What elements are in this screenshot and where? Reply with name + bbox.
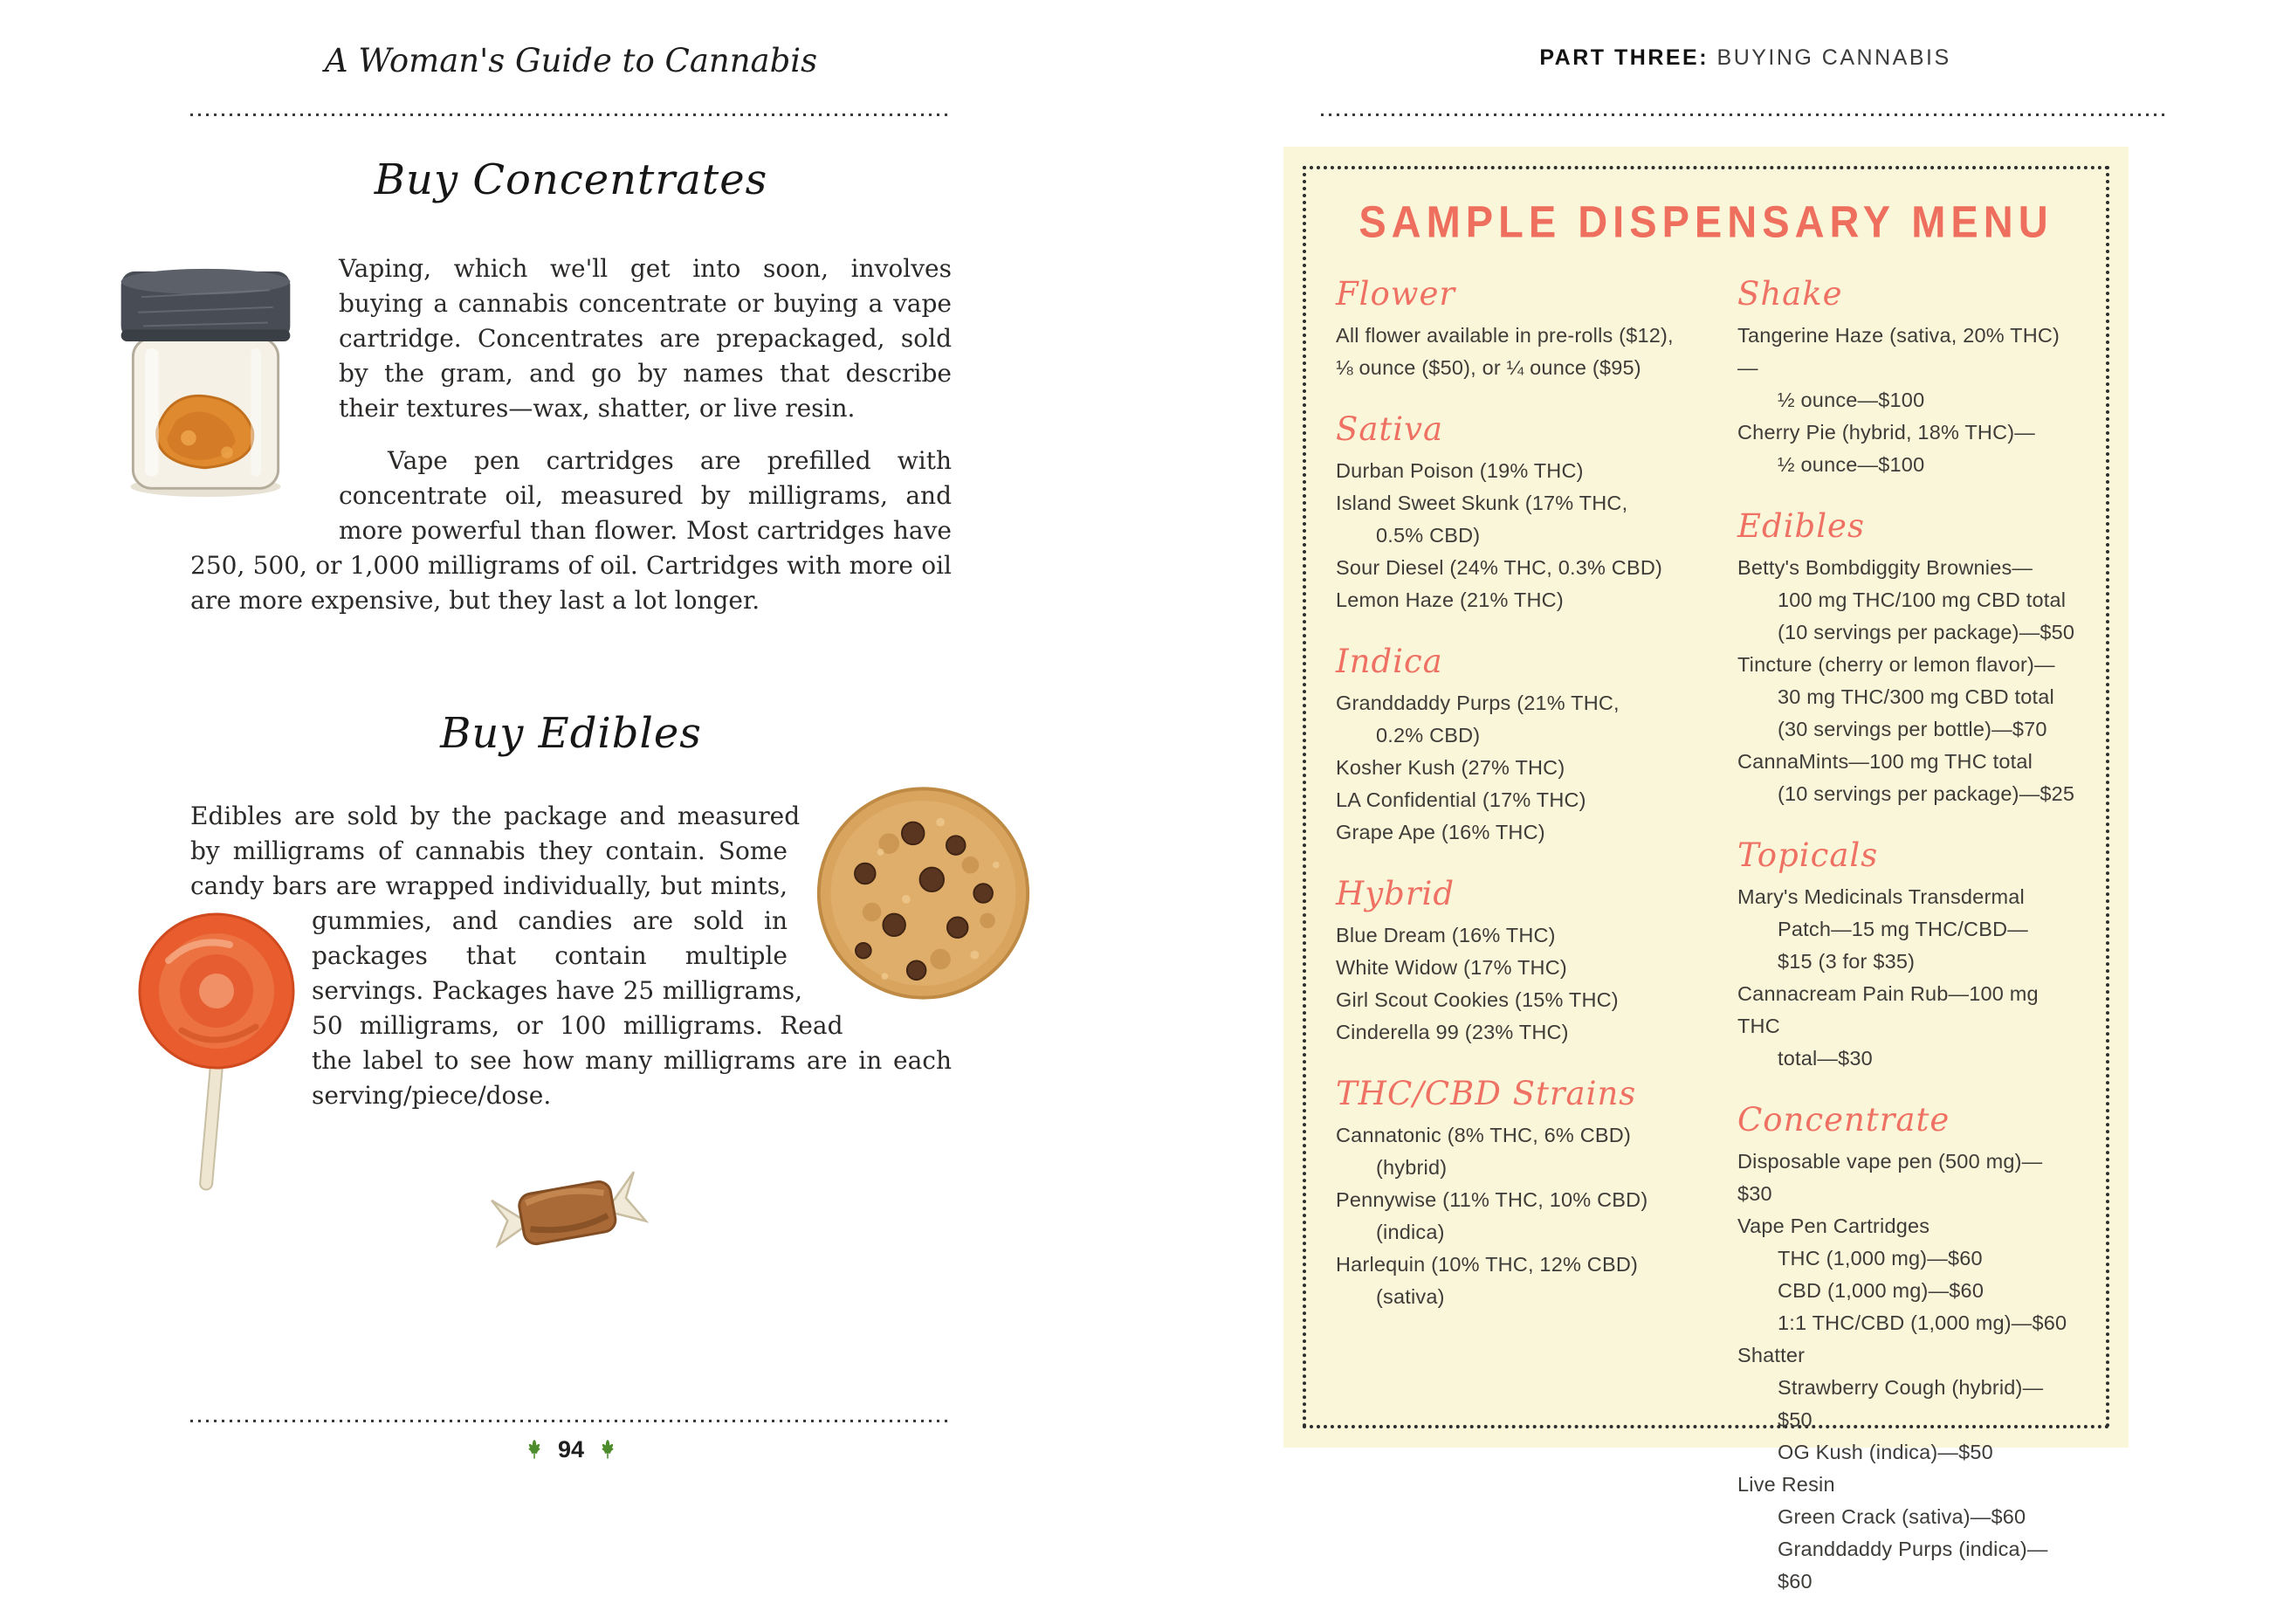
menu-heading-sativa: Sativa <box>1336 410 1444 448</box>
menu-line: All flower available in pre-rolls ($12), <box>1336 324 1674 347</box>
edibles-paragraph: Edibles are sold by the package and measured by milligrams of cannabis they contain. Some candy bars are wrapped individually, but mints, gummies, and candies are sold in packages that contain multiple servings. Packages have 25 milligrams, 50 milligrams, or 100 milligrams. Read the label to see how many milligrams are in each serving/piece/dose. <box>190 802 952 1110</box>
menu-heading-indica: Indica <box>1336 643 1443 680</box>
menu-title: SAMPLE DISPENSARY MENU <box>1359 196 2053 247</box>
menu-heading-shake: Shake <box>1737 275 1843 313</box>
menu-line: 1:1 THC/CBD (1,000 mg)—$60 <box>1778 1311 2067 1334</box>
menu-heading-thc-cbd-strains: THC/CBD Strains <box>1336 1075 1637 1112</box>
cannabis-leaf-icon <box>596 1439 619 1462</box>
page-number-row <box>190 1436 952 1463</box>
buy-edibles-heading: Buy Edibles <box>440 709 702 758</box>
menu-line: OG Kush (indica)—$50 <box>1778 1441 1993 1463</box>
menu-section-thc-cbd-strains <box>1336 1075 1725 1313</box>
menu-section-indica <box>1336 643 1725 849</box>
menu-line: Shatter <box>1737 1344 1806 1366</box>
menu-line: Harlequin (10% THC, 12% CBD) <box>1336 1253 1639 1276</box>
menu-section-hybrid <box>1336 875 1725 1049</box>
right-running-head <box>1321 45 2170 71</box>
menu-heading-flower: Flower <box>1336 275 1456 313</box>
menu-line: Durban Poison (19% THC) <box>1336 459 1584 482</box>
menu-line: Cinderella 99 (23% THC) <box>1336 1021 1569 1043</box>
menu-line: Disposable vape pen (500 mg)—$30 <box>1737 1150 2043 1205</box>
menu-line: Island Sweet Skunk (17% THC, <box>1336 492 1628 514</box>
menu-line: Mary's Medicinals Transdermal <box>1737 885 2025 908</box>
menu-line: Pennywise (11% THC, 10% CBD) <box>1336 1188 1648 1211</box>
part-label: PART THREE: <box>1539 45 1709 70</box>
buy-concentrates-heading: Buy Concentrates <box>374 155 768 204</box>
menu-heading-edibles: Edibles <box>1737 507 1865 545</box>
menu-line: Betty's Bombdiggity Brownies— <box>1737 556 2033 579</box>
menu-line: Grape Ape (16% THC) <box>1336 821 1545 843</box>
menu-line: Cannatonic (8% THC, 6% CBD) <box>1336 1124 1632 1146</box>
menu-section-sativa <box>1336 410 1725 616</box>
menu-line: Strawberry Cough (hybrid)—$50 <box>1778 1376 2044 1431</box>
menu-line: 0.5% CBD) <box>1376 524 1481 547</box>
menu-line: Tangerine Haze (sativa, 20% THC)— <box>1737 324 2060 379</box>
right-header-rule <box>1321 114 2170 116</box>
menu-line: Granddaddy Purps (indica)—$60 <box>1778 1538 2048 1593</box>
menu-line: CBD (1,000 mg)—$60 <box>1778 1279 1985 1302</box>
right-page <box>1135 0 2270 1593</box>
menu-line: ½ ounce—$100 <box>1778 453 1925 476</box>
menu-line: CannaMints—100 mg THC total <box>1737 750 2033 773</box>
menu-line: (10 servings per package)—$25 <box>1778 782 2075 805</box>
menu-line: Green Crack (sativa)—$60 <box>1778 1505 2026 1528</box>
menu-line: Kosher Kush (27% THC) <box>1336 756 1565 779</box>
menu-line: $15 (3 for $35) <box>1778 950 1916 973</box>
menu-line: Girl Scout Cookies (15% THC) <box>1336 988 1619 1011</box>
concentrates-paragraph-2: Vape pen cartridges are prefilled with concentrate oil, measured by milligrams, and more powerful than flower. Most cartridges have 250, 500, or 1,000 milligrams of oil. Cartridges with more oil are more expensive, but they last a lot longer. <box>190 446 952 615</box>
menu-line: (indica) <box>1376 1221 1445 1243</box>
concentrate-jar-illustration <box>107 260 304 505</box>
left-running-head: A Woman's Guide to Cannabis <box>324 42 818 79</box>
menu-line: total—$30 <box>1778 1047 1873 1070</box>
cannabis-leaf-icon <box>523 1439 546 1462</box>
edibles-section <box>190 799 952 1196</box>
menu-heading-topicals: Topicals <box>1737 836 1879 874</box>
menu-left-column <box>1336 275 1725 1624</box>
menu-line: THC (1,000 mg)—$60 <box>1778 1247 1983 1270</box>
menu-line: (30 servings per bottle)—$70 <box>1778 718 2047 740</box>
menu-line: LA Confidential (17% THC) <box>1336 788 1586 811</box>
menu-line: 100 mg THC/100 mg CBD total <box>1778 588 2067 611</box>
menu-line: Granddaddy Purps (21% THC, <box>1336 692 1620 714</box>
part-title: BUYING CANNABIS <box>1716 45 1951 70</box>
menu-section-edibles <box>1737 507 2076 810</box>
menu-section-concentrate <box>1737 1101 2076 1598</box>
cookie-illustration <box>812 781 1035 1008</box>
menu-heading-concentrate: Concentrate <box>1737 1101 1950 1139</box>
menu-line: 30 mg THC/300 mg CBD total <box>1778 685 2054 708</box>
menu-line: ½ ounce—$100 <box>1778 389 1925 411</box>
wrapped-candy-illustration <box>485 1161 650 1266</box>
menu-line: Live Resin <box>1737 1473 1835 1496</box>
menu-right-column <box>1725 275 2076 1624</box>
concentrates-paragraph-1: Vaping, which we'll get into soon, involves buying a cannabis concentrate or buying a vape cartridge. Concentrates are prepackaged, sold by the gram, and go by names that describe their textures—wax, shatter, or live resin. <box>339 254 952 423</box>
menu-content <box>1306 169 2106 1593</box>
menu-line: White Widow (17% THC) <box>1336 956 1567 979</box>
menu-line: (10 servings per package)—$50 <box>1778 621 2075 643</box>
menu-line: Cherry Pie (hybrid, 18% THC)— <box>1737 421 2035 444</box>
menu-line: Tincture (cherry or lemon flavor)— <box>1737 653 2055 676</box>
menu-section-flower <box>1336 275 1725 384</box>
menu-line: Sour Diesel (24% THC, 0.3% CBD) <box>1336 556 1663 579</box>
menu-section-shake <box>1737 275 2076 481</box>
left-page <box>0 0 1135 1513</box>
menu-line: (hybrid) <box>1376 1156 1448 1179</box>
left-header-rule <box>190 114 952 116</box>
dispensary-menu-box <box>1283 147 2129 1593</box>
menu-line: Patch—15 mg THC/CBD— <box>1778 918 2028 940</box>
menu-line: Vape Pen Cartridges <box>1737 1215 1930 1237</box>
menu-line: Cannacream Pain Rub—100 mg THC <box>1737 982 2039 1037</box>
menu-line: Blue Dream (16% THC) <box>1336 924 1556 946</box>
menu-columns <box>1336 275 2076 1624</box>
page-number: 94 <box>557 1436 585 1462</box>
menu-line: Lemon Haze (21% THC) <box>1336 588 1564 611</box>
menu-heading-hybrid: Hybrid <box>1336 875 1455 912</box>
left-footer-rule <box>190 1420 952 1422</box>
menu-line: 0.2% CBD) <box>1376 724 1481 747</box>
concentrates-section <box>190 251 952 636</box>
menu-line: (sativa) <box>1376 1285 1445 1308</box>
menu-line: ⅛ ounce ($50), or ¼ ounce ($95) <box>1336 356 1641 379</box>
menu-section-topicals <box>1737 836 2076 1075</box>
